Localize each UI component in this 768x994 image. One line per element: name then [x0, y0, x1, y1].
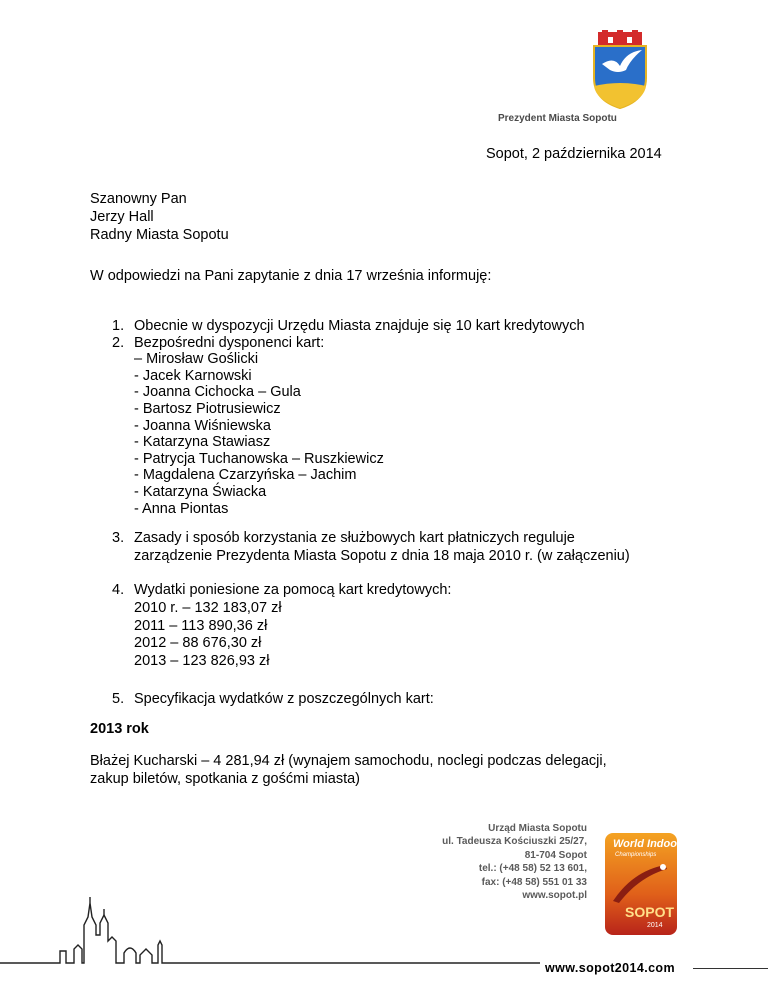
- numbered-list: [90, 318, 585, 517]
- list-number: 4.: [112, 582, 125, 598]
- svg-text:Championships: Championships: [615, 852, 657, 858]
- list-item-4: [90, 582, 451, 671]
- addressee-salutation: Szanowny Pan: [90, 191, 187, 207]
- list-number: 1.: [112, 318, 125, 334]
- footer-org: Urząd Miasta Sopotu: [488, 823, 587, 834]
- expense-total-row: 2010 r. – 132 183,07 zł: [134, 599, 282, 616]
- footer-www: www.sopot.pl: [522, 890, 587, 902]
- footer-divider: [693, 968, 768, 969]
- expense-total-row: 2013 – 123 826,93 zł: [134, 653, 270, 670]
- list-number: 2.: [112, 334, 125, 351]
- list-item-text: zarządzenie Prezydenta Miasta Sopotu z dnia 18 maja 2010 r. (w załączeniu): [134, 548, 630, 564]
- section-heading: 2013 rok: [90, 721, 149, 737]
- card-holder: - Bartosz Piotrusiewicz: [134, 400, 281, 417]
- footer-fax: fax: (+48 58) 551 01 33: [481, 876, 587, 888]
- list-item-text: Obecnie w dyspozycji Urzędu Miasta znajduje się 10 kart kredytowych: [134, 318, 585, 334]
- list-number: 5.: [112, 691, 125, 707]
- addressee-block: [90, 190, 229, 244]
- list-item-5: [90, 691, 434, 707]
- list-item-text: Specyfikacja wydatków z poszczególnych kart:: [134, 691, 434, 707]
- list-item-text: Zasady i sposób korzystania ze służbowych kart płatniczych reguluje: [134, 530, 575, 546]
- footer-tel: tel.: (+48 58) 52 13 601,: [478, 863, 587, 875]
- expense-line: zakup biletów, spotkania z gośćmi miasta): [90, 771, 360, 787]
- footer-address: [380, 822, 587, 902]
- intro-paragraph: W odpowiedzi na Pani zapytanie z dnia 17 września informuję:: [90, 268, 492, 284]
- expense-description: [90, 752, 710, 788]
- card-holder: - Katarzyna Świacka: [134, 483, 267, 500]
- card-holder: - Katarzyna Stawiasz: [134, 434, 271, 451]
- card-holder: - Joanna Wiśniewska: [134, 417, 271, 434]
- world-indoor-championships-logo: [603, 831, 685, 937]
- list-item-text: Wydatki poniesione za pomocą kart kredytowych:: [134, 582, 452, 598]
- card-holder: - Anna Piontas: [134, 500, 229, 517]
- card-holder: - Patrycja Tuchanowska – Ruszkiewicz: [134, 450, 384, 467]
- list-item-text: Bezpośredni dysponenci kart:: [134, 334, 325, 351]
- card-holder: - Jacek Karnowski: [134, 367, 252, 384]
- sopot-skyline-illustration: [0, 895, 540, 975]
- footer-street: ul. Tadeusza Kościuszki 25/27,: [442, 836, 587, 848]
- footer-website: www.sopot2014.com: [545, 961, 675, 975]
- addressee-title: Radny Miasta Sopotu: [90, 227, 229, 243]
- svg-text:World Indoor: World Indoor: [613, 838, 682, 850]
- expense-line: Błażej Kucharski – 4 281,94 zł (wynajem samochodu, noclegi podczas delegacji,: [90, 753, 607, 769]
- card-holder-list: [90, 351, 585, 517]
- svg-text:SOPOT: SOPOT: [625, 904, 675, 920]
- list-number: 3.: [112, 530, 125, 546]
- svg-text:2014: 2014: [647, 922, 663, 929]
- card-holder: - Magdalena Czarzyńska – Jachim: [134, 467, 357, 484]
- card-holder: - Joanna Cichocka – Gula: [134, 384, 301, 401]
- sopot-crest-logo: [588, 30, 652, 110]
- letter-date: Sopot, 2 października 2014: [486, 146, 662, 162]
- expense-total-row: 2012 – 88 676,30 zł: [134, 635, 262, 652]
- footer-city: 81-704 Sopot: [524, 849, 587, 861]
- expense-total-row: 2011 – 113 890,36 zł: [134, 617, 268, 634]
- list-item-3: [90, 529, 710, 565]
- list-item-1: [90, 318, 585, 335]
- addressee-name: Jerzy Hall: [90, 209, 154, 225]
- card-holder: – Mirosław Goślicki: [134, 351, 259, 368]
- list-item-2: [90, 335, 585, 352]
- crest-caption: Prezydent Miasta Sopotu: [498, 113, 617, 124]
